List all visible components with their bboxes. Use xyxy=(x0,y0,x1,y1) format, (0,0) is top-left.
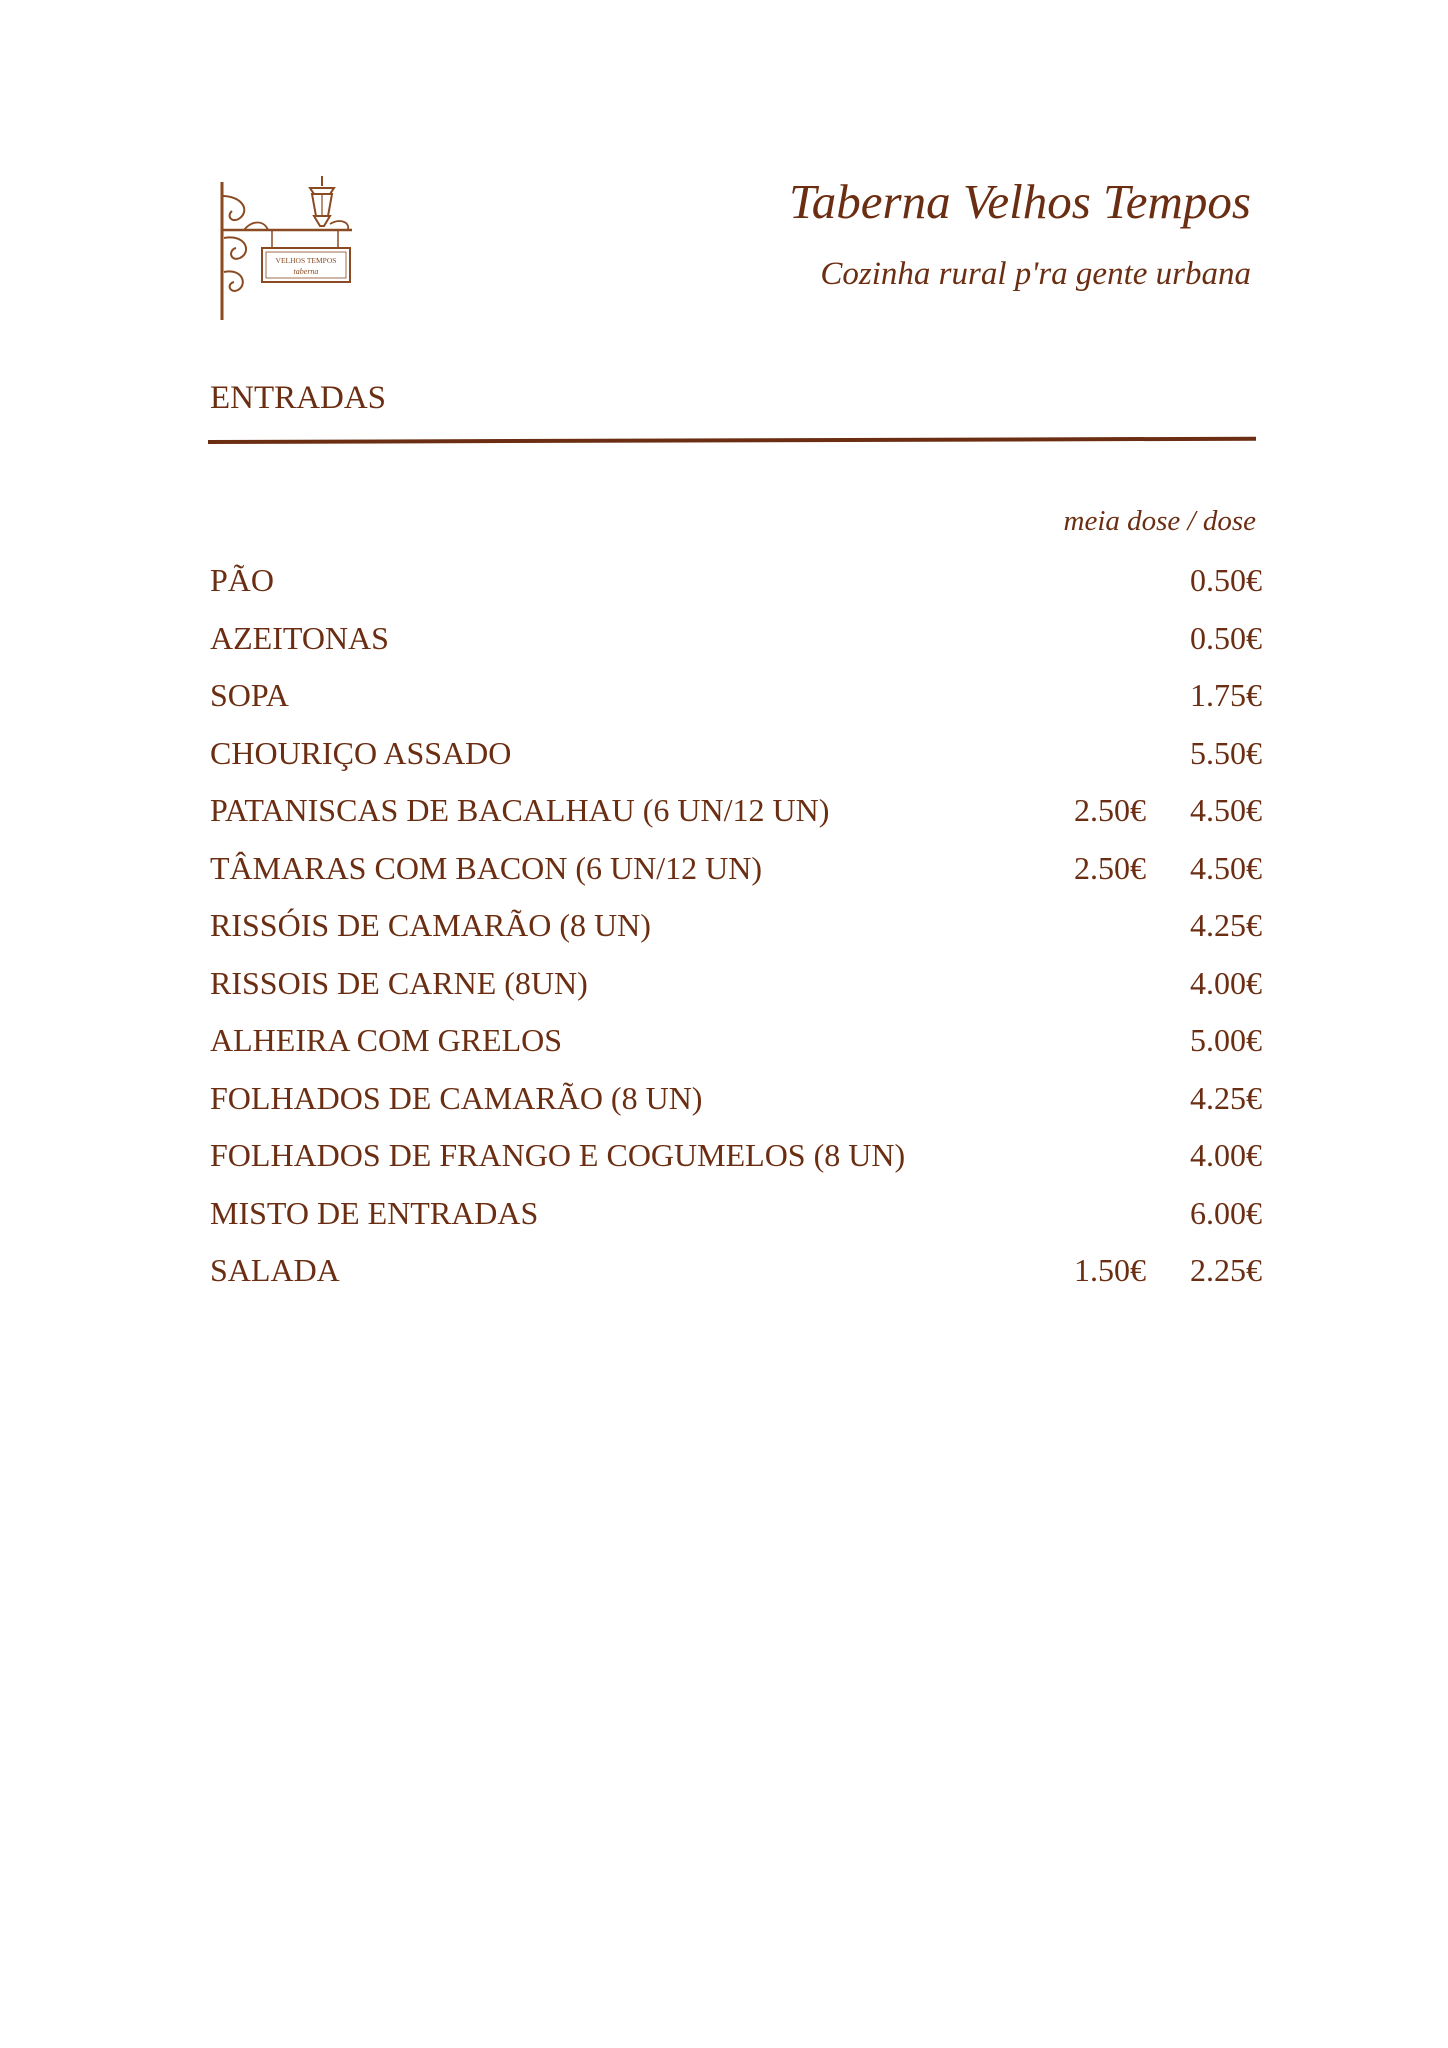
price-column-header: meia dose / dose xyxy=(1063,505,1256,537)
menu-item-full-price: 2.25€ xyxy=(1190,1252,1262,1288)
menu-items-list xyxy=(210,560,1262,1308)
menu-item-full-price: 4.00€ xyxy=(1190,964,1262,1001)
svg-text:taberna: taberna xyxy=(293,267,319,276)
menu-item-full-price: 1.75€ xyxy=(1190,677,1262,713)
menu-item xyxy=(210,848,1262,906)
menu-item-full-price: 5.00€ xyxy=(1190,1022,1262,1058)
tavern-sign-logo-icon xyxy=(212,176,362,322)
section-divider xyxy=(208,437,1256,444)
menu-item xyxy=(210,675,1262,733)
menu-item-name: CHOURIÇO ASSADO xyxy=(210,734,512,771)
restaurant-tagline: Cozinha rural p'ra gente urbana xyxy=(820,256,1251,292)
menu-item-half-price: 1.50€ xyxy=(1074,1252,1146,1288)
menu-item-name: FOLHADOS DE CAMARÃO (8 UN) xyxy=(210,1079,703,1116)
menu-item-full-price: 6.00€ xyxy=(1190,1194,1262,1231)
menu-item xyxy=(210,560,1262,618)
menu-item-name: RISSÓIS DE CAMARÃO (8 UN) xyxy=(210,907,651,943)
menu-item-name: AZEITONAS xyxy=(210,619,389,656)
menu-item xyxy=(210,618,1262,676)
menu-item-full-price: 0.50€ xyxy=(1190,619,1262,656)
menu-item-name: RISSOIS DE CARNE (8UN) xyxy=(210,964,588,1001)
menu-item-full-price: 4.00€ xyxy=(1190,1137,1262,1173)
menu-item-full-price: 0.50€ xyxy=(1190,562,1262,598)
menu-item xyxy=(210,905,1262,963)
svg-text:VELHOS TEMPOS: VELHOS TEMPOS xyxy=(275,256,337,265)
menu-item-full-price: 4.50€ xyxy=(1190,792,1262,828)
menu-item-name: PATANISCAS DE BACALHAU (6 UN/12 UN) xyxy=(210,792,830,828)
menu-item-full-price: 5.50€ xyxy=(1190,734,1262,771)
menu-item-name: MISTO DE ENTRADAS xyxy=(210,1194,539,1231)
menu-item xyxy=(210,1020,1262,1078)
restaurant-name: Taberna Velhos Tempos xyxy=(789,174,1251,229)
menu-item-name: SALADA xyxy=(210,1252,340,1288)
menu-item xyxy=(210,1135,1262,1193)
menu-item xyxy=(210,790,1262,848)
menu-item-full-price: 4.25€ xyxy=(1190,907,1262,943)
menu-item xyxy=(210,733,1262,791)
menu-item-name: SOPA xyxy=(210,677,289,713)
menu-item-half-price: 2.50€ xyxy=(1074,792,1146,828)
menu-item xyxy=(210,1250,1262,1308)
menu-item-name: ALHEIRA COM GRELOS xyxy=(210,1022,563,1058)
menu-item xyxy=(210,963,1262,1021)
menu-item-name: TÂMARAS COM BACON (6 UN/12 UN) xyxy=(210,849,763,886)
menu-item xyxy=(210,1078,1262,1136)
menu-item-full-price: 4.25€ xyxy=(1190,1079,1262,1116)
menu-item-name: PÃO xyxy=(210,562,275,598)
menu-item-name: FOLHADOS DE FRANGO E COGUMELOS (8 UN) xyxy=(210,1137,906,1173)
section-title: ENTRADAS xyxy=(210,380,387,416)
menu-item-half-price: 2.50€ xyxy=(1074,849,1146,886)
menu-item-full-price: 4.50€ xyxy=(1190,849,1262,886)
menu-item xyxy=(210,1193,1262,1251)
